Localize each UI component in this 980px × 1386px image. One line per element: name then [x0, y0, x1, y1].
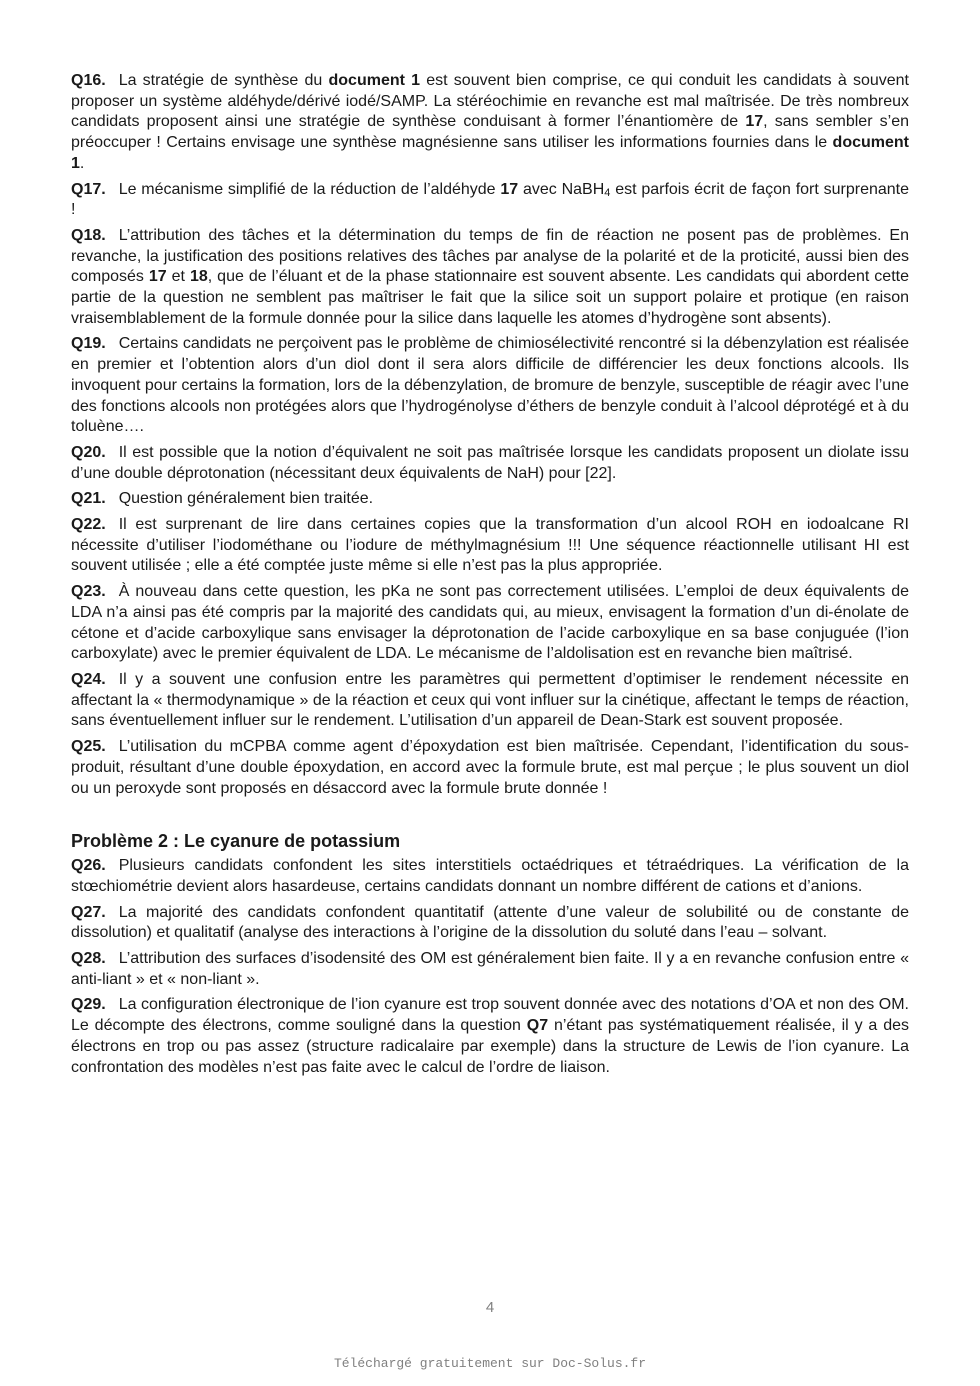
question-q17: Q17. Le mécanisme simplifié de la réduction de l’aldéhyde 17 avec NaBH$_4$ est parfois écrit de façon fort surprenante ! [71, 180, 910, 219]
question-q29: Q29. La configuration électronique de l’ion cyanure est trop souvent donnée avec des notations d’OA et non des OM. Le décompte des électrons, comme souligné dans la question Q7 n’étant pas systématiquement réalisée, il y a des électrons en trop ou pas assez (structure radicalaire par exemple) dans la structure de Lewis de l’ion cyanure. La confrontation des modèles n’est pas faite avec le calcul de l’ordre de liaison. [71, 996, 909, 1076]
question-number: Q29. [71, 996, 106, 1014]
question-number: Q17. [71, 180, 106, 198]
question-number: Q28. [71, 950, 106, 968]
footer-download-notice: Téléchargé gratuitement sur Doc-Solus.fr [333, 1356, 647, 1371]
question-q24: Q24. Il y a souvent une confusion entre les paramètres qui permettent d’optimiser le rendement nécessite en affectant la « thermodynamique » de la réaction et ceux qui vont influer sur la cinétique, affectant le temps de réaction, sans éventuellement influer sur le rendement. L’utilisation d’un appareil de Dean-Stark est souvent proposée. [71, 670, 909, 730]
question-q26: Q26. Plusieurs candidats confondent les sites interstitiels octaédriques et tétraédriques. La vérification de la stœchiométrie devient alors hasardeuse, certains candidats donnant un nombre différent de cations et d’anions. [71, 857, 909, 895]
question-q21: Q21. Question généralement bien traitée. [71, 490, 374, 508]
question-q16: Q16. La stratégie de synthèse du document 1 est souvent bien comprise, ce qui conduit les candidats à souvent proposer un système aldéhyde/dérivé iodé/SAMP. La stéréochimie en revanche est mal maîtrisée. De très nombreux candidats proposent ainsi une stratégie de synthèse conduisant à former l’énantiomère de 17, sans sembler s’en préoccuper ! Certains envisage une synthèse magnésienne sans utiliser les informations fournies dans le document 1. [71, 72, 909, 172]
question-q23: Q23. À nouveau dans cette question, les pKa ne sont pas correctement utilisées. L’emploi de deux équivalents de LDA n’a ainsi pas été compris par la majorité des candidats qui, au mieux, envisagent la formation d’un di-énolate de cétone et d’acide carboxylique sans envisager la déprotonation de l’acide carboxylique en sa base conjuguée (l’ion carboxylate) avec le premier équivalent de LDA. Le mécanisme de l’aldolisation est en revanche bien maîtrisé. [71, 583, 909, 663]
question-number: Q26. [71, 857, 106, 875]
question-number: Q20. [71, 443, 106, 461]
page-number: 4 [485, 1299, 495, 1316]
question-number: Q16. [71, 72, 106, 89]
question-q27: Q27. La majorité des candidats confondent quantitatif (attente d’une valeur de solubilité ou de constante de dissolution) et qualitatif (analyse des interactions à l’origine de la dissolution du soluté dans l’eau – solvant. [71, 903, 909, 942]
question-number: Q25. [71, 738, 106, 756]
question-q28: Q28. L’attribution des surfaces d’isodensité des OM est généralement bien faite. Il y a en revanche confusion entre « anti-liant » et « non-liant ». [71, 950, 909, 988]
question-number: Q24. [71, 670, 106, 688]
document-page [71, 71, 909, 1083]
question-q20: Q20. Il est possible que la notion d’équivalent ne soit pas maîtrisée lorsque les candidats proposent un diolate issu d’une double déprotonation (nécessitant deux équivalents de NaH) pour [22]. [71, 443, 909, 482]
question-number: Q22. [71, 516, 106, 534]
section-title-problem-2: Problème 2 : Le cyanure de potassium [71, 831, 401, 852]
question-number: Q18. [71, 226, 106, 244]
question-q19: Q19. Certains candidats ne perçoivent pas le problème de chimiosélectivité rencontré si la débenzylation est réalisée en premier et l’obtention alors d’un diol dont il sera alors difficile de différencier les deux fonctions alcools. Ils invoquent pour certains la formation, lors de la débenzylation, de bromure de benzyle, susceptible de réagir avec l’une des fonctions alcools non protégées alors que l’hydrogénolyse d’éthers de benzyle conduit à l’alcool déprotégé et à du toluène…. [71, 335, 909, 436]
question-number: Q19. [71, 335, 106, 353]
question-q25: Q25. L’utilisation du mCPBA comme agent d’époxydation est bien maîtrisée. Cependant, l’identification du sous-produit, résultant d’une double époxydation, en accord avec la formule brute, est mal perçue ; le plus souvent un diol ou un peroxyde sont proposés en désaccord avec la formule brute donnée ! [71, 738, 909, 797]
question-number: Q21. [71, 490, 106, 508]
question-q22: Q22. Il est surprenant de lire dans certaines copies que la transformation d’un alcool ROH en iodoalcane RI nécessite d’utiliser l’iodométhane ou l’iodure de méthylmagnésium !!! Une séquence réactionnelle utilisant HI est souvent utilisée ; elle a été comptée juste même si elle n’est pas la plus appropriée. [71, 516, 909, 575]
question-q18: Q18. L’attribution des tâches et la détermination du temps de fin de réaction ne posent pas de problèmes. En revanche, la justification des positions relatives des tâches par analyse de la polarité et de la proticité, aussi bien des composés 17 et 18, que de l’éluant et de la phase stationnaire est souvent absente. Les candidats qui abordent cette partie de la question ne semblent pas maîtriser le fait que la silice soit un support polaire et protique (en raison vraisemblablement de la formule donnée pour la silice dans laquelle les atomes d’hydrogène sont absents). [71, 226, 909, 327]
question-number: Q27. [71, 903, 106, 921]
question-number: Q23. [71, 583, 106, 601]
